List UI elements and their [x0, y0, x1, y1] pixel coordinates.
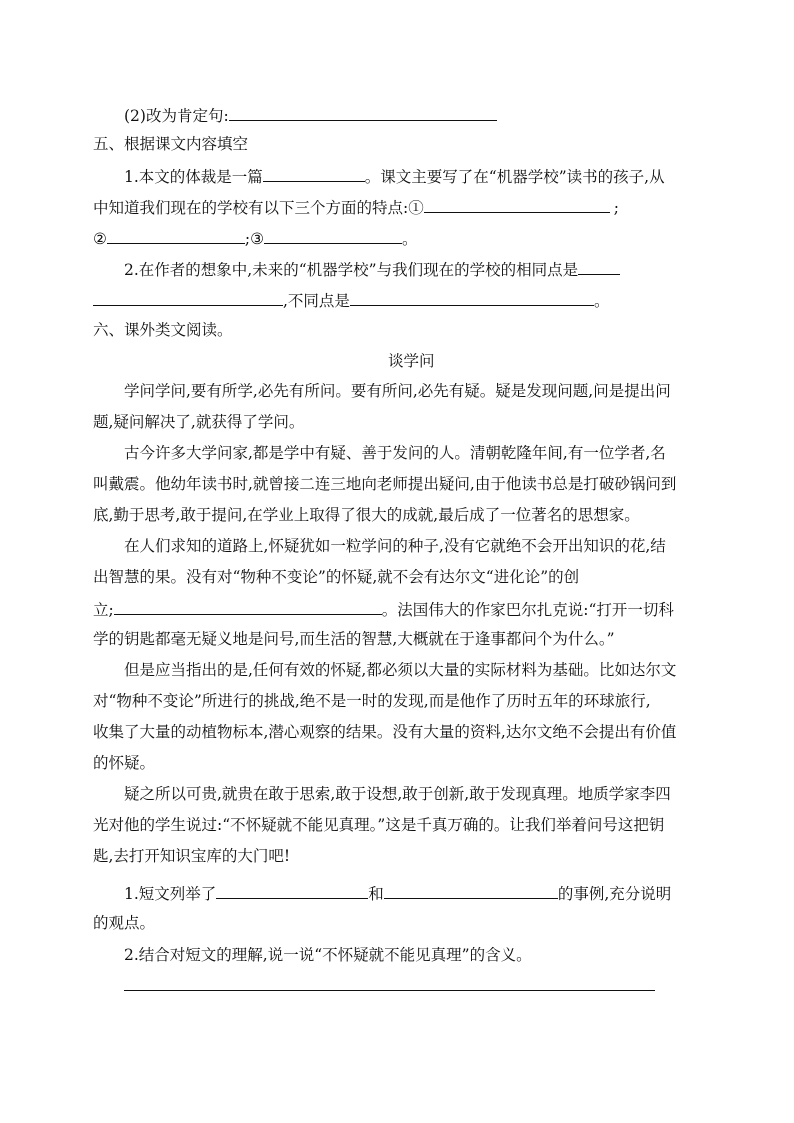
article-p5-line3: 匙,去打开知识宝库的大门吧!: [93, 847, 291, 865]
article-p2-line1: 古今许多大学问家,都是学中有疑、善于发问的人。清朝乾隆年间,有一位学者,名: [124, 444, 666, 462]
s5-q1-line3: [93, 227, 418, 247]
s5-q1-end: 。: [402, 230, 418, 248]
s6-q1-text-b: 的事例,充分说明: [557, 885, 672, 903]
s6-q1-and: 和: [368, 885, 384, 903]
s5-q1-line2: [93, 196, 619, 216]
article-p4-line4: 的怀疑。: [93, 754, 156, 772]
similarity-blank-start[interactable]: [578, 258, 620, 275]
feature-three-blank[interactable]: [264, 227, 402, 244]
rewrite-affirmative-row: [124, 104, 497, 124]
s5-q2-text-a: 2.在作者的想象中,未来的“机器学校”与我们现在的学校的相同点是: [124, 261, 579, 279]
article-p4-line2: 对“物种不变论”所进行的挑战,绝不是一时的发现,而是他作了历时五年的环球旅行,: [93, 692, 651, 710]
s6-q1-line2: 的观点。: [93, 914, 156, 932]
article-p4-line3: 收集了大量的动植物标本,潜心观察的结果。没有大量的资料,达尔文绝不会提出有价值: [93, 723, 677, 741]
article-p4-line1: 但是应当指出的是,任何有效的怀疑,都必须以大量的实际材料为基础。比如达尔文: [124, 661, 677, 679]
similarity-blank[interactable]: [93, 289, 283, 306]
s6-q1-line1: [124, 882, 671, 902]
example-two-blank[interactable]: [384, 882, 558, 899]
meaning-answer-line[interactable]: [124, 990, 655, 991]
article-p1-line2: 题,疑问解决了,就获得了学问。: [93, 413, 305, 431]
s5-q2-end: 。: [593, 292, 610, 310]
article-p3-line4: 学的钥匙都毫无疑义地是问号,而生活的智慧,大概就在于逢事都问个为什么。”: [93, 630, 615, 648]
s5-q1-text-a: 1.本文的体裁是一篇: [124, 168, 263, 186]
genre-answer-blank[interactable]: [263, 165, 365, 182]
article-p3-line3: [93, 598, 674, 618]
example-one-blank[interactable]: [216, 882, 368, 899]
s5-q1-text-c: 中知道我们现在的学校有以下三个方面的特点:①: [93, 199, 424, 217]
article-p2-line2: 叫戴震。他幼年读书时,就曾接二连三地向老师提出疑问,由于他读书总是打破砂锅问到: [93, 475, 677, 493]
article-title: 谈学问: [388, 352, 435, 370]
article-p5-line1: 疑之所以可贵,就贵在敢于思索,敢于设想,敢于创新,敢于发现真理。地质学家李四: [124, 785, 671, 803]
s6-q2-question: 2.结合对短文的理解,说一说“不怀疑就不能见真理”的含义。: [124, 946, 532, 964]
section-five-heading: 五、根据课文内容填空: [93, 135, 249, 153]
article-fill-blank[interactable]: [114, 598, 382, 615]
s5-q2-line2: [93, 289, 609, 309]
s5-q1-semicolon-1: ;: [613, 199, 619, 217]
feature-one-blank[interactable]: [424, 196, 610, 213]
s5-q1-circle-two: ②: [93, 230, 107, 248]
article-p3-line3-start: 立;: [93, 601, 114, 619]
s5-q2-line1: [124, 258, 620, 278]
article-p5-line2: 光对他的学生说过:“不怀疑就不能见真理。”这是千真万确的。让我们举着问号这把钥: [93, 816, 665, 834]
s6-q1-text-a: 1.短文列举了: [124, 885, 217, 903]
rewrite-affirmative-answer-blank[interactable]: [229, 104, 497, 121]
s5-q1-text-b: 。课文主要写了在“机器学校”读书的孩子,从: [364, 168, 665, 186]
feature-two-blank[interactable]: [107, 227, 245, 244]
article-p3-line1: 在人们求知的道路上,怀疑犹如一粒学问的种子,没有它就绝不会开出知识的花,结: [124, 537, 666, 555]
difference-blank[interactable]: [350, 289, 594, 306]
article-p2-line3: 底,勤于思考,敢于提问,在学业上取得了很大的成就,最后成了一位著名的思想家。: [93, 506, 640, 524]
rewrite-affirmative-label: (2)改为肯定句:: [124, 107, 229, 125]
section-six-heading: 六、课外类文阅读。: [93, 321, 233, 339]
article-p1-line1: 学问学问,要有所学,必先有所问。要有所问,必先有疑。疑是发现问题,问是提出问: [124, 382, 671, 400]
s5-q1-line1: [124, 165, 665, 185]
article-p3-line2: 出智慧的果。没有对“物种不变论”的怀疑,就不会有达尔文“进化论”的创: [93, 568, 580, 586]
s5-q1-semicolon-2: ;③: [244, 230, 265, 248]
article-p3-line3-end: 。法国伟大的作家巴尔扎克说:“打开一切科: [381, 601, 674, 619]
s5-q2-text-b: ,不同点是: [283, 292, 350, 310]
